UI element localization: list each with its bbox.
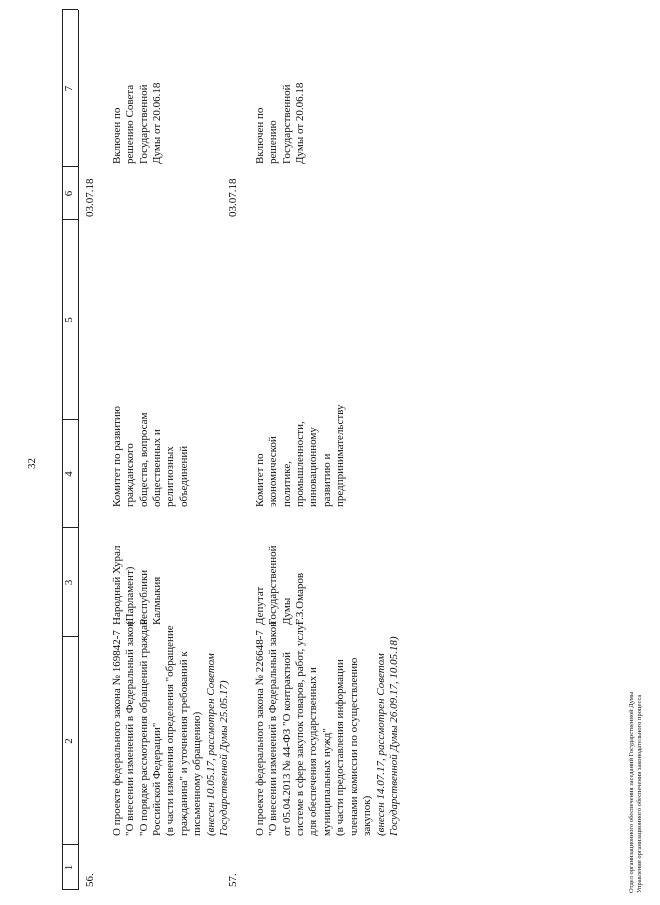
row-description: О проекте федерального закона № 226648-7 "О внесении изменений в Федеральный закон от 05.04.2013 № 44-ФЗ "О контрактной системе в сфере закупок товаров, работ, услуг для обеспечения государственных и муниципальных нужд" (в части предоставления информации членами комиссии по осуществлению закупок) — [253, 620, 374, 836]
row-description-note: (внесен 14.07.17, рассмотрен Советом Государственной Думы 26.09.17, 10.05.18) — [374, 636, 401, 836]
row-date: 03.07.18 — [227, 178, 239, 217]
column-header: 6 — [63, 190, 75, 197]
column-header: 1 — [63, 864, 75, 871]
row-committee: Комитет по развитию гражданского общества, вопросам общественных и религиозных объединений — [110, 405, 190, 507]
column-header: 2 — [63, 738, 75, 744]
row-date: 03.07.18 — [84, 178, 96, 217]
column-header: 7 — [63, 85, 75, 92]
row-decision: Включен по решению Совета Государственной Думы от 20.06.18 — [110, 82, 164, 164]
row-decision: Включен по решению Государственной Думы от 20.06.18 — [253, 82, 307, 164]
header-bottom-border — [78, 10, 79, 890]
footer-department: Отдел организационного обеспечения заседаний Государственной Думы Управления организационного обеспечения законодательного процесса — [628, 691, 643, 893]
row-description-note: (внесен 10.05.17, рассмотрен Советом Государственной Думы 25.05.17) — [204, 653, 231, 836]
row-committee: Комитет по экономической политике, промышленности, инновационному развитию и предпринимательству — [253, 404, 347, 507]
row-initiator: Депутат Государственной Думы Г.З.Омаров — [253, 545, 307, 625]
column-header: 3 — [63, 579, 75, 586]
column-header: 5 — [63, 317, 75, 323]
row-number: 57. — [227, 873, 239, 887]
row-number: 56. — [84, 873, 96, 887]
row-description: О проекте федерального закона № 169842-7 "О внесении изменений в Федеральный закон "О порядке рассмотрения обращений граждан Российской Федерации" (в части изменения определения "обращение гражданина" и уточнения требований к письменному обращению) — [110, 619, 204, 836]
page-number: 32 — [26, 458, 38, 469]
column-header: 4 — [63, 471, 75, 477]
row-initiator: Народный Хурал (Парламент) Республики Калмыкия — [110, 545, 164, 625]
